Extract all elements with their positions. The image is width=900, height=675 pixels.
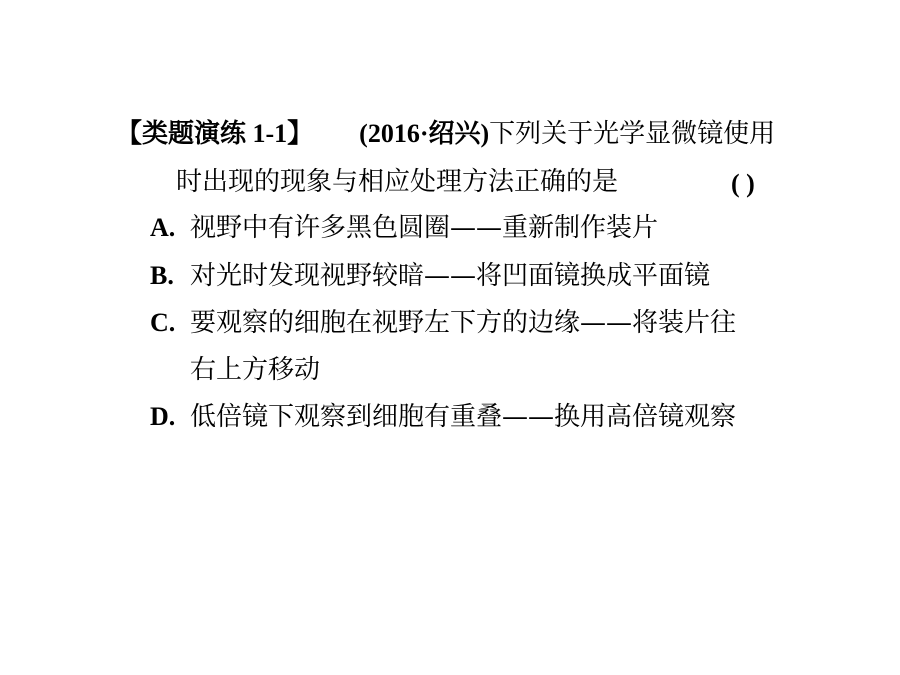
option-letter: A. (150, 213, 176, 242)
option-text: 对光时发现视野较暗——将凹面镜换成平面镜 (190, 261, 711, 291)
option-text: 要观察的细胞在视野左下方的边缘——将装片往 (190, 308, 737, 338)
option-c-continued: 右上方移动 (190, 355, 321, 385)
option-d (150, 401, 736, 433)
option-letter: B. (150, 261, 174, 290)
option-text: 视野中有许多黑色圆圈——重新制作装片 (190, 213, 659, 243)
option-letter: C. (150, 308, 176, 337)
question-source: (2016·绍兴) (359, 119, 490, 148)
answer-blank: ( ) (731, 169, 755, 198)
option-a (150, 212, 658, 244)
option-text: 低倍镜下观察到细胞有重叠——换用高倍镜观察 (190, 402, 737, 432)
question-tag: 【类题演练 1-1】 (116, 119, 314, 148)
option-c (150, 307, 736, 339)
option-b (150, 260, 710, 292)
question-stem-1: 下列关于光学显微镜使用 (489, 119, 776, 149)
question-line-1 (116, 118, 775, 150)
question-stem-2: 时出现的现象与相应处理方法正确的是 (176, 167, 619, 197)
option-letter: D. (150, 402, 176, 431)
